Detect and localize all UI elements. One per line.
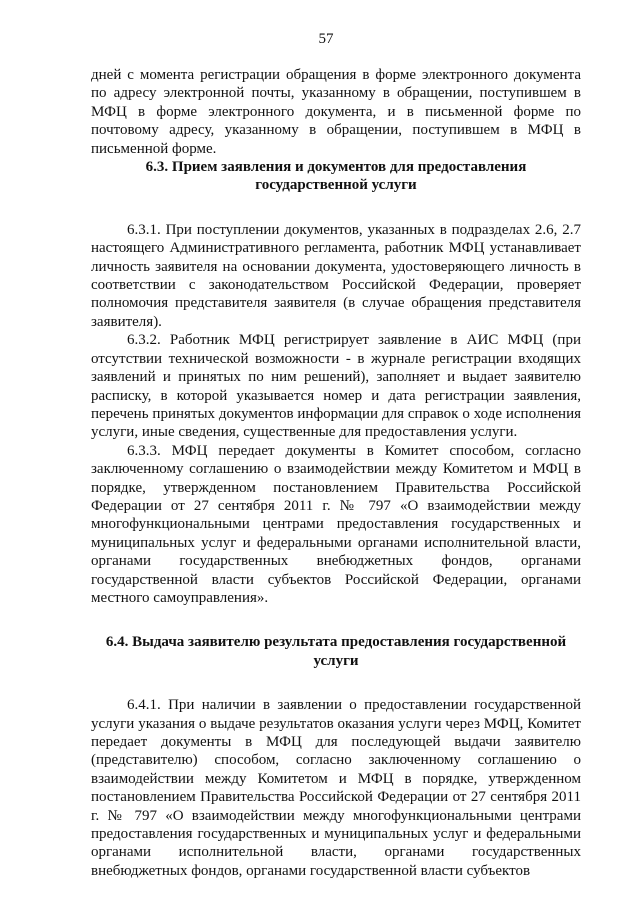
paragraph-intro: дней с момента регистрации обращения в форме электронного документа по адресу электронной почты, указанному в обращении, поступившем в МФЦ в форме электронного документа, и в письменной форме по почтовому адресу, указанному в обращении, поступившем в МФЦ в письменной форме. xyxy=(91,67,581,157)
section-heading-6-3: 6.3. Прием заявления и документов для предоставления государственной услуги xyxy=(145,159,527,194)
document-page xyxy=(91,30,581,880)
paragraph-6-3-2: 6.3.2. Работник МФЦ регистрирует заявление в АИС МФЦ (при отсутствии технической возможности - в журнале регистрации входящих заявлений и принятых по ним решений), заполняет и выдает заявителю расписку, в которой указывается номер и дата регистрации заявления, перечень принятых документов информации для справок о ходе исполнения услуги, иные сведения, существенные для предоставления услуги. xyxy=(91,332,581,441)
page-number: 57 xyxy=(318,31,334,47)
paragraph-6-3-1: 6.3.1. При поступлении документов, указанных в подразделах 2.6, 2.7 настоящего Административного регламента, работник МФЦ устанавливает личность заявителя на основании документа, удостоверяющего личность в соответствии с законодательством Российской Федерации, проверяет полномочия представителя заявителя (в случае обращения представителя заявителя). xyxy=(91,221,581,330)
section-heading-6-4: 6.4. Выдача заявителю результата предоставления государственной услуги xyxy=(105,634,567,669)
paragraph-6-3-3: 6.3.3. МФЦ передает документы в Комитет способом, согласно заключенному соглашению о взаимодействии между Комитетом и МФЦ в порядке, утвержденном постановлением Правительства Российской Федерации от 27 сентября 2011 г. № 797 «О взаимодействии между многофункциональными центрами предоставления государственных и муниципальных услуг и федеральными органами исполнительной власти, органами государственных внебюджетных фондов, органами государственной власти субъектов Российской Федерации, органами местного самоуправления». xyxy=(91,442,581,606)
paragraph-6-4-1: 6.4.1. При наличии в заявлении о предоставлении государственной услуги указания о выдаче результатов оказания услуги через МФЦ, Комитет передает документы в МФЦ для последующей выдачи заявителю (представителю) способом, согласно заключенному соглашению о взаимодействии между Комитетом и МФЦ в порядке, утвержденном постановлением Правительства Российской Федерации от 27 сентября 2011 г. № 797 «О взаимодействии между многофункциональными центрами предоставления государственных и муниципальных услуг и федеральными органами исполнительной власти, органами государственных внебюджетных фондов, органами государственной власти субъектов xyxy=(91,697,581,879)
